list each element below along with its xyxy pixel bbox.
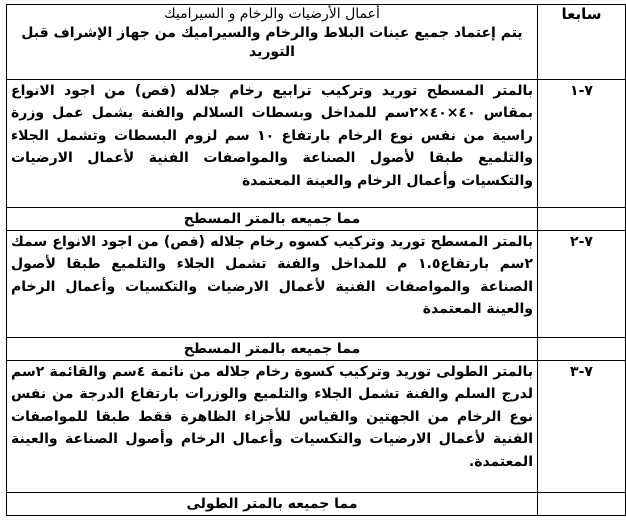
item-total-row — [7, 208, 626, 231]
item-total: مما جميعه بالمتر الطولى — [7, 493, 538, 516]
item-description: بالمتر المسطح توريد وتركيب ترابيع رخام جلاله (فص) من اجود الانواع بمقاس ٤٠×٤٠×٢سم للمداخل وبسطات السلالم والفنة يشمل عمل وزرة راسية من نفس نوع الرخام بارتفاع ١٠ سم لزوم البسطات وتشمل الجلاء والتلميع طبقا لأصول الصناعة والمواصفات الفنية لأعمال الارضيات والتكسيات وأعمال الرخام والعينة المعتمدة — [7, 80, 538, 208]
item-total-row — [7, 493, 626, 516]
item-row — [7, 361, 626, 493]
item-description: بالمتر المسطح توريد وتركيب كسوه رخام جلاله (فص) من اجود الانواع سمك ٢سم بارتفاع١.٥ م للمداخل والفنة تشمل الجلاء والتلميع طبقا لأصول الصناعة والمواصفات الفنية لأعمال الارضيات والتكسيات وأعمال الرخام والعينة المعتمدة — [7, 231, 538, 338]
specification-table — [6, 4, 626, 516]
item-code-cell — [538, 80, 626, 208]
empty-cell — [538, 208, 626, 231]
section-header-row — [7, 5, 626, 80]
item-row — [7, 231, 626, 338]
section-header — [7, 5, 538, 80]
item-code: ٧-٣ — [570, 364, 593, 380]
item-row — [7, 80, 626, 208]
item-total: مما جميعه بالمتر المسطح — [7, 208, 538, 231]
item-code: ٧-٢ — [570, 234, 593, 250]
item-code: ٧-١ — [570, 83, 593, 99]
empty-cell — [538, 338, 626, 361]
section-number: سابعا — [538, 5, 626, 80]
section-note: يتم إعتماد جميع عينات البلاط والرخام والسيراميك من جهاز الإشراف قبل التوريد — [21, 25, 523, 60]
section-title: أعمال الأرضيات والرخام و السيراميك — [164, 6, 380, 22]
item-total: مما جميعه بالمتر المسطح — [7, 338, 538, 361]
item-total-row — [7, 338, 626, 361]
item-description: بالمتر الطولى توريد وتركيب كسوة رخام جلاله من نائمة ٤سم والقائمة ٢سم لدرج السلم والفنة تشمل الجلاء والتلميع والوزرات بارتفاع الدرجة من نفس نوع الرخام من الجهتين والقياس للأجزاء الظاهرة فقط طبقا للمواصفات الفنية لأعمال الارضيات والتكسيات وأعمال الرخام وأصول الصناعة والعينة المعتمدة. — [7, 361, 538, 493]
empty-cell — [538, 493, 626, 516]
item-code-cell — [538, 361, 626, 493]
item-code-cell — [538, 231, 626, 338]
